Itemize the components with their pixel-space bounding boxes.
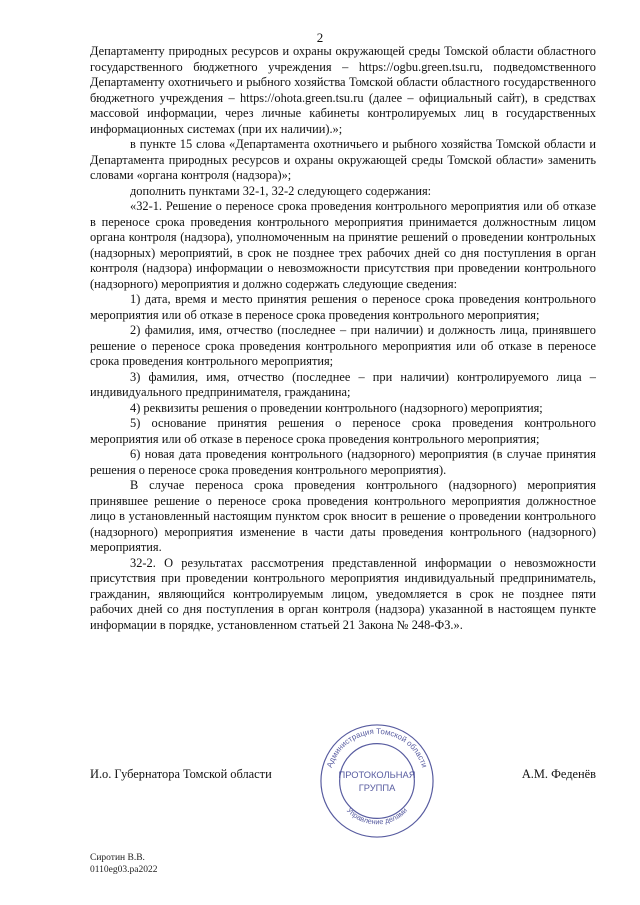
stamp-bottom-text: Управление делами	[344, 805, 410, 827]
page-number: 2	[316, 30, 324, 45]
stamp-center-line2: ГРУППА	[358, 782, 396, 793]
stamp-center-line1: ПРОТОКОЛЬНАЯ	[338, 770, 416, 781]
paragraph: 32-2. О результатах рассмотрения представленной информации о невозможности присутствия при проведении контрольного мероприятия индивидуальный предприниматель, гражданин, являющийся контролируемым лицом, уведомляется в срок не позднее пяти рабочих дней со дня поступления в орган контроля (надзора) указанной в настоящем пункте информации в порядке, установленном статьей 21 Закона № 248-ФЗ.».	[90, 555, 596, 632]
paragraph: дополнить пунктами 32-1, 32-2 следующего содержания:	[130, 183, 432, 198]
paragraph: В случае переноса срока проведения контрольного (надзорного) мероприятия принявшее решение о переносе срока проведения контрольного мероприятия должностное лицо в установленный настоящим пунктом срок вносит в решение о проведении контрольного (надзорного) мероприятия изменение в части даты проведения контрольного (надзорного) мероприятия.	[90, 478, 596, 554]
footer-doc-code: 0110eg03.pa2022	[90, 865, 158, 875]
paragraph: 3) фамилия, имя, отчество (последнее – при наличии) контролируемого лица – индивидуального предпринимателя, гражданина;	[90, 369, 596, 399]
document-body	[90, 44, 596, 633]
svg-text:Администрация Томской области	[325, 727, 429, 769]
paragraph: 6) новая дата проведения контрольного (надзорного) мероприятия (в случае принятия решения о переносе срока проведения контрольного мероприятия).	[90, 447, 596, 477]
signatory-name: А.М. Феденёв	[521, 767, 596, 781]
paragraph: Департаменту природных ресурсов и охраны окружающей среды Томской области областного государственного бюджетного учреждения – https://ogbu.green.tsu.ru, подведомственного Департаменту охотничьего и рыбного хозяйства Томской области областного государственного бюджетного учреждения – https://ohota.green.tsu.ru (далее – официальный сайт), в средствах массовой информации, через личные кабинеты контролируемых лиц в государственных информационных системах (при их наличии).»;	[90, 44, 596, 136]
paragraph: «32-1. Решение о переносе срока проведения контрольного мероприятия или об отказе в переносе срока проведения контрольного мероприятия принимается должностным лицом органа контроля (надзора), уполномоченным на принятие решений о проведении контрольных (надзорных) мероприятий, в срок не позднее трех рабочих дней со дня поступления в орган контроля (надзора) информации о невозможности присутствия при проведении контрольного (надзорного) мероприятия и должно содержать следующие сведения:	[90, 199, 596, 291]
paragraph: 2) фамилия, имя, отчество (последнее – при наличии) и должность лица, принявшего решение о переносе срока проведения контрольного мероприятия или об отказе в переносе срока проведения контрольного мероприятия;	[90, 323, 596, 368]
footer-author: Сиротин В.В.	[90, 853, 145, 863]
paragraph: в пункте 15 слова «Департамента охотничьего и рыбного хозяйства Томской области и Департамента природных ресурсов и охраны окружающей среды Томской области» заменить словами «органа контроля (надзора)»;	[90, 137, 596, 182]
svg-text:Управление делами	[345, 806, 409, 826]
stamp-ring-text: Администрация Томской области	[324, 726, 430, 769]
signatory-position: И.о. Губернатора Томской области	[90, 767, 272, 781]
document-footer	[90, 852, 157, 876]
protocol-group-stamp	[318, 722, 436, 840]
paragraph: 5) основание принятия решения о переносе срока проведения контрольного мероприятия или об отказе в переносе срока проведения контрольного мероприятия;	[90, 416, 596, 446]
paragraph: 1) дата, время и место принятия решения о переносе срока проведения контрольного мероприятия или об отказе в переносе срока проведения контрольного мероприятия;	[90, 292, 596, 322]
paragraph: 4) реквизиты решения о проведении контрольного (надзорного) мероприятия;	[130, 400, 543, 415]
